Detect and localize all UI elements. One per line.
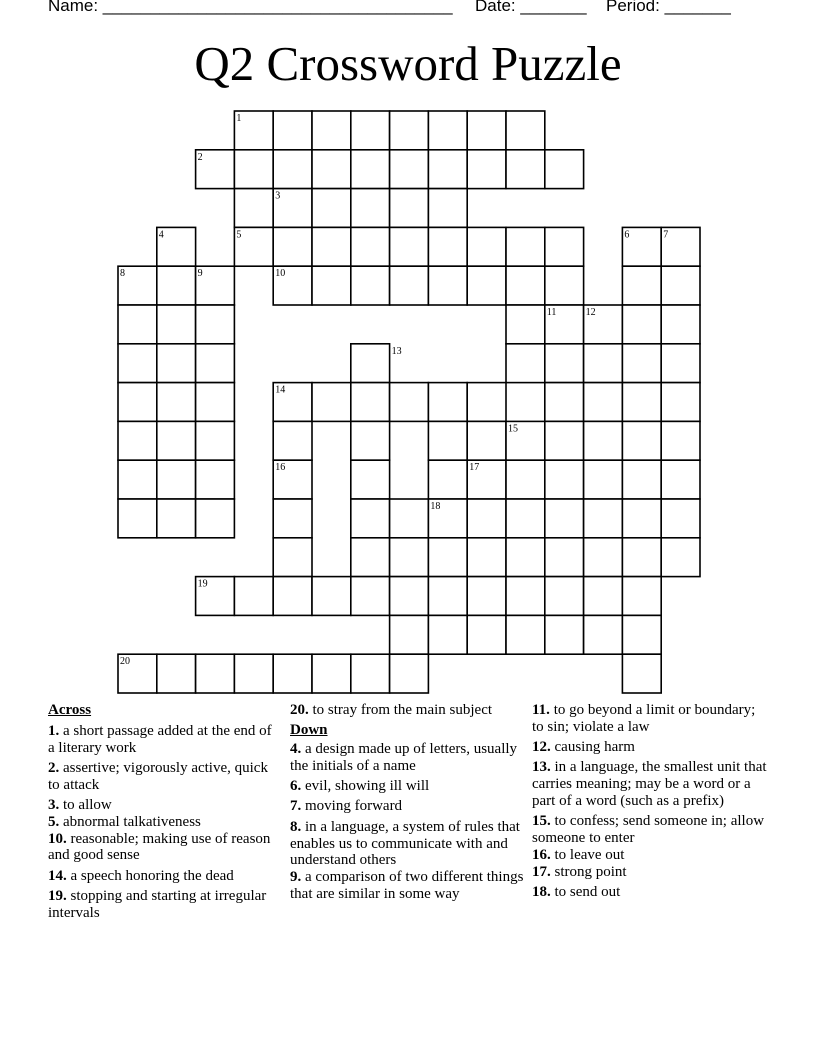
grid-cell[interactable] <box>118 344 157 383</box>
grid-cell[interactable] <box>351 654 390 693</box>
grid-cell[interactable] <box>428 421 467 460</box>
grid-cell[interactable] <box>506 344 545 383</box>
grid-cell[interactable] <box>428 189 467 228</box>
cell-number: 6 <box>624 229 630 241</box>
grid-cell[interactable] <box>545 344 584 383</box>
clue-across-14: 14. a speech honoring the dead <box>48 867 234 884</box>
grid-cell[interactable] <box>545 150 584 189</box>
clues-column-2 <box>290 702 525 906</box>
grid-cell[interactable] <box>118 499 157 538</box>
grid-cell[interactable] <box>661 383 700 422</box>
grid-cell[interactable] <box>506 111 545 150</box>
grid-cell[interactable] <box>428 615 467 654</box>
grid-cell[interactable] <box>157 460 196 499</box>
grid-cell[interactable] <box>390 538 429 577</box>
grid-cell[interactable] <box>273 538 312 577</box>
grid-cell[interactable] <box>351 383 390 422</box>
cell-number: 12 <box>585 307 596 318</box>
grid-cell[interactable] <box>467 538 506 577</box>
date-field[interactable]: Date: _______ <box>475 0 587 15</box>
grid-cell[interactable] <box>584 344 623 383</box>
grid-cell[interactable] <box>545 538 584 577</box>
clue-down-8: 8. in a language, a system of rules that enables us to communicate with and understand others <box>290 818 520 869</box>
grid-cell[interactable] <box>584 577 623 616</box>
name-field[interactable]: Name: _____________________________________ <box>48 0 453 15</box>
clue-down-11: 11. to go beyond a limit or boundary; to sin; violate a law <box>532 702 756 735</box>
grid-cell[interactable] <box>312 383 351 422</box>
grid-cell[interactable] <box>351 499 390 538</box>
grid-cell[interactable] <box>467 150 506 189</box>
grid-cell[interactable] <box>661 421 700 460</box>
grid-cell[interactable] <box>428 538 467 577</box>
grid-cell[interactable] <box>622 383 661 422</box>
grid-cell[interactable] <box>273 227 312 266</box>
grid-cell[interactable] <box>273 111 312 150</box>
clue-across-1: 1. a short passage added at the end of a literary work <box>48 722 272 756</box>
grid-cell[interactable] <box>545 383 584 422</box>
grid-cell[interactable] <box>312 227 351 266</box>
grid-cell[interactable] <box>273 577 312 616</box>
grid-cell[interactable] <box>661 305 700 344</box>
cell-number: 1 <box>236 113 242 124</box>
clue-across-5: 5. abnormal talkativeness <box>48 813 201 830</box>
clue-down-9: 9. a comparison of two different things that are similar in some way <box>290 869 524 902</box>
cell-number: 8 <box>120 268 125 280</box>
grid-cell[interactable] <box>467 421 506 460</box>
grid-cell[interactable] <box>273 150 312 189</box>
grid-cell[interactable] <box>196 499 235 538</box>
grid-cell[interactable] <box>584 383 623 422</box>
grid-cell[interactable] <box>312 150 351 189</box>
cell-number: 18 <box>430 501 441 512</box>
clue-across-20: 20. to stray from the main subject <box>290 702 493 718</box>
grid-cell[interactable] <box>351 460 390 499</box>
grid-cell[interactable] <box>622 421 661 460</box>
grid-cell[interactable] <box>390 189 429 228</box>
grid-cell[interactable] <box>351 421 390 460</box>
grid-cell[interactable] <box>234 150 273 189</box>
clue-down-17: 17. strong point <box>532 863 627 880</box>
grid-cell[interactable] <box>428 227 467 266</box>
grid-cell[interactable] <box>351 344 390 383</box>
grid-cell[interactable] <box>118 460 157 499</box>
grid-cell[interactable] <box>622 577 661 616</box>
grid-cell[interactable] <box>312 577 351 616</box>
page-title: Q2 Crossword Puzzle <box>194 36 622 91</box>
grid-cell[interactable] <box>157 383 196 422</box>
cell-number: 20 <box>120 656 130 668</box>
grid-cell[interactable] <box>351 227 390 266</box>
grid-cell[interactable] <box>234 654 273 693</box>
grid-cell[interactable] <box>467 577 506 616</box>
grid-cell[interactable] <box>584 615 623 654</box>
grid-cell[interactable] <box>351 538 390 577</box>
grid-cell[interactable] <box>545 266 584 305</box>
grid-cell[interactable] <box>545 499 584 538</box>
grid-cell[interactable] <box>506 266 545 305</box>
grid-cell[interactable] <box>467 615 506 654</box>
grid-cell[interactable] <box>351 189 390 228</box>
clue-down-4: 4. a design made up of letters, usually the initials of a name <box>290 741 518 774</box>
grid-cell[interactable] <box>118 383 157 422</box>
grid-cell[interactable] <box>273 654 312 693</box>
grid-cell[interactable] <box>196 344 235 383</box>
grid-cell[interactable] <box>312 189 351 228</box>
grid-cell[interactable] <box>545 460 584 499</box>
clues-column-1 <box>48 702 273 925</box>
grid-cell[interactable] <box>506 227 545 266</box>
grid-cell[interactable] <box>390 615 429 654</box>
cell-number: 9 <box>197 268 203 280</box>
grid-cell[interactable] <box>506 150 545 189</box>
grid-cell[interactable] <box>118 421 157 460</box>
grid-cell[interactable] <box>273 421 312 460</box>
grid-cell[interactable] <box>196 421 235 460</box>
grid-cell[interactable] <box>506 499 545 538</box>
cell-number: 17 <box>469 462 480 474</box>
grid-cell[interactable] <box>467 499 506 538</box>
cell-number: 10 <box>275 268 286 280</box>
grid-cell[interactable] <box>351 111 390 150</box>
grid-cell[interactable] <box>196 460 235 499</box>
grid-cell[interactable] <box>467 383 506 422</box>
grid-cell[interactable] <box>545 227 584 266</box>
grid-cell[interactable] <box>622 654 661 693</box>
clue-down-16: 16. to leave out <box>532 846 625 863</box>
grid-cell[interactable] <box>390 227 429 266</box>
grid-cell[interactable] <box>196 654 235 693</box>
grid-cell[interactable] <box>157 344 196 383</box>
clue-down-13: 13. in a language, the smallest unit that carries meaning; may be a word or a part of a word (such as a prefix) <box>532 759 767 809</box>
clue-down-18: 18. to send out <box>532 883 621 900</box>
grid-cell[interactable] <box>467 266 506 305</box>
grid-cell[interactable] <box>351 266 390 305</box>
grid-cell[interactable] <box>428 111 467 150</box>
grid-cell[interactable] <box>622 305 661 344</box>
grid-cell[interactable] <box>351 150 390 189</box>
grid-cell[interactable] <box>622 499 661 538</box>
across-heading: Across <box>48 702 92 718</box>
grid-cell[interactable] <box>622 615 661 654</box>
grid-cell[interactable] <box>312 111 351 150</box>
grid-cell[interactable] <box>584 460 623 499</box>
clue-down-7: 7. moving forward <box>290 798 403 815</box>
grid-cell[interactable] <box>390 111 429 150</box>
grid-cell[interactable] <box>584 499 623 538</box>
clue-down-6: 6. evil, showing ill will <box>290 778 430 795</box>
grid-cell[interactable] <box>428 577 467 616</box>
grid-cell[interactable] <box>196 305 235 344</box>
grid-cell[interactable] <box>661 344 700 383</box>
grid-cell[interactable] <box>234 577 273 616</box>
grid-cell[interactable] <box>584 421 623 460</box>
grid-cell[interactable] <box>428 383 467 422</box>
grid-cell[interactable] <box>118 305 157 344</box>
grid-cell[interactable] <box>390 383 429 422</box>
cell-number: 15 <box>508 423 518 435</box>
grid-cell[interactable] <box>622 538 661 577</box>
grid-cell[interactable] <box>506 538 545 577</box>
grid-cell[interactable] <box>506 305 545 344</box>
grid-cell[interactable] <box>157 421 196 460</box>
grid-cell[interactable] <box>428 150 467 189</box>
grid-cell[interactable] <box>390 577 429 616</box>
clue-down-15: 15. to confess; send someone in; allow someone to enter <box>532 813 765 847</box>
grid-cell[interactable] <box>390 499 429 538</box>
grid-cell[interactable] <box>622 460 661 499</box>
clue-across-3: 3. to allow <box>48 796 112 813</box>
clues-column-3 <box>532 702 767 904</box>
grid-cell[interactable] <box>273 499 312 538</box>
grid-cell[interactable] <box>312 654 351 693</box>
cell-number: 3 <box>275 190 281 202</box>
grid-cell[interactable] <box>351 577 390 616</box>
grid-cell[interactable] <box>545 577 584 616</box>
grid-cell[interactable] <box>196 383 235 422</box>
grid-cell[interactable] <box>661 266 700 305</box>
grid-cell[interactable] <box>157 654 196 693</box>
grid-cell[interactable] <box>428 266 467 305</box>
cell-number: 14 <box>275 384 286 396</box>
period-field[interactable]: Period: _______ <box>606 0 731 15</box>
cell-number: 19 <box>197 578 208 590</box>
grid-cell[interactable] <box>661 538 700 577</box>
grid-cell[interactable] <box>467 111 506 150</box>
down-heading: Down <box>290 722 328 739</box>
grid-cell[interactable] <box>312 266 351 305</box>
grid-cell[interactable] <box>467 227 506 266</box>
grid-cell[interactable] <box>506 577 545 616</box>
grid-cell[interactable] <box>622 344 661 383</box>
cell-number: 7 <box>663 229 669 241</box>
grid-cell[interactable] <box>622 266 661 305</box>
grid-cell[interactable] <box>157 499 196 538</box>
cell-number: 11 <box>546 307 557 318</box>
grid-cell[interactable] <box>390 654 429 693</box>
grid-cell[interactable] <box>390 266 429 305</box>
grid-cell[interactable] <box>234 189 273 228</box>
grid-cell[interactable] <box>428 460 467 499</box>
grid-cell[interactable] <box>584 538 623 577</box>
grid-cell[interactable] <box>661 460 700 499</box>
cell-number: 16 <box>275 462 286 474</box>
clue-down-12: 12. causing harm <box>532 739 635 756</box>
clue-across-10: 10. reasonable; making use of reason and good sense <box>48 830 271 864</box>
cell-number: 5 <box>236 229 242 241</box>
grid-cell[interactable] <box>545 615 584 654</box>
grid-cell[interactable] <box>157 305 196 344</box>
grid-cell[interactable] <box>506 615 545 654</box>
grid-cell[interactable] <box>506 460 545 499</box>
cell-number: 13 <box>391 345 402 357</box>
clue-across-2: 2. assertive; vigorously active, quick to attack <box>48 759 268 793</box>
clue-across-19: 19. stopping and starting at irregular intervals <box>48 887 267 921</box>
grid-cell[interactable] <box>545 421 584 460</box>
grid-cell[interactable] <box>661 499 700 538</box>
cell-number: 4 <box>158 229 164 241</box>
cell-number: 2 <box>197 151 203 163</box>
grid-cell[interactable] <box>390 150 429 189</box>
grid-cell[interactable] <box>157 266 196 305</box>
